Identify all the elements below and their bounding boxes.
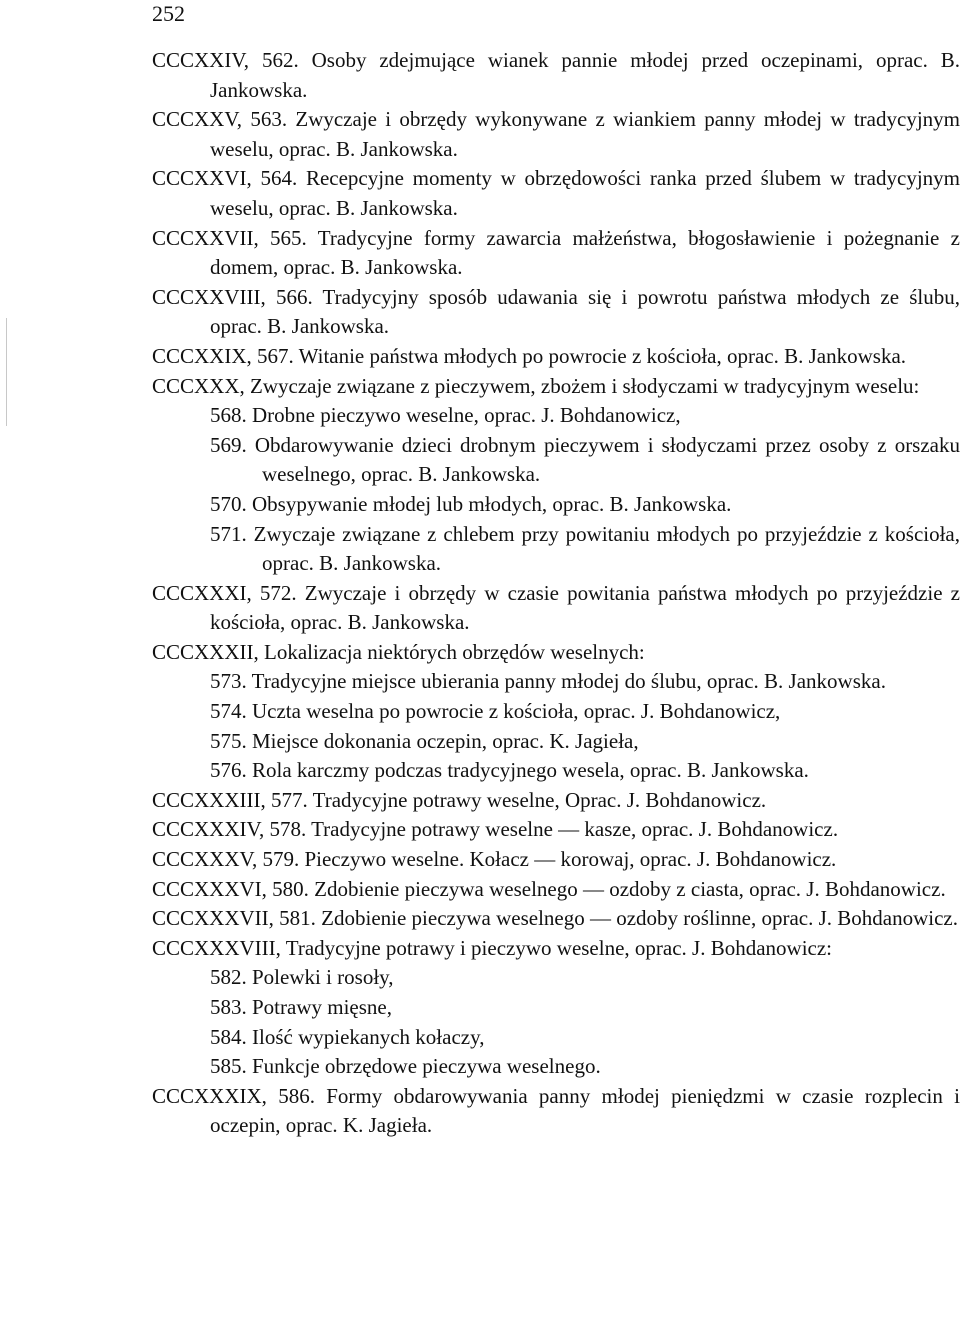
list-subentry: 570. Obsypywanie młodej lub młodych, oprac. B. Jankowska. [210,491,732,516]
list-entry: CCCXXVI, 564. Recepcyjne momenty w obrzędowości ranka przed ślubem w tradycyjnym weselu, oprac. B. Jankowska. [152,166,960,220]
list-entry: CCCXXIX, 567. Witanie państwa młodych po powrocie z kościoła, oprac. B. Jankowska. [152,343,907,368]
list-entry: CCCXXXV, 579. Pieczywo weselne. Kołacz — korowaj, oprac. J. Bohdanowicz. [152,847,837,872]
list-entry: CCCXXIV, 562. Osoby zdejmujące wianek pannie młodej przed oczepinami, oprac. B. Jankowska. [152,48,960,102]
list-subentry: 582. Polewki i rosoły, [210,965,394,990]
list-entry: CCCXXVII, 565. Tradycyjne formy zawarcia małżeństwa, błogosławienie i pożegnanie z domem, oprac. B. Jankowska. [152,225,960,280]
list-entry: CCCXXXIII, 577. Tradycyjne potrawy weselne, Oprac. J. Bohdanowicz. [152,787,767,812]
list-entry: CCCXXXIX, 586. Formy obdarowywania panny młodej pieniędzmi w czasie rozplecin i oczepin, oprac. K. Jagieła. [152,1083,960,1138]
list-entry: CCCXXXVIII, Tradycyjne potrawy i pieczywo weselne, oprac. J. Bohdanowicz: [152,935,833,960]
scan-margin-line [6,318,7,426]
list-subentry: 573. Tradycyjne miejsce ubierania panny młodej do ślubu, oprac. B. Jankowska. [210,669,886,694]
list-entry: CCCXXVIII, 566. Tradycyjny sposób udawania się i powrotu państwa młodych ze ślubu, oprac. B. Jankowska. [152,284,960,339]
list-entry: CCCXXV, 563. Zwyczaje i obrzędy wykonywane z wiankiem panny młodej w tradycyjnym weselu, oprac. B. Jankowska. [152,107,960,161]
list-subentry: 571. Zwyczaje związane z chlebem przy powitaniu młodych po przyjeździe z kościoła, oprac. B. Jankowska. [210,521,960,576]
index-list [152,46,960,1141]
list-entry: CCCXXXIV, 578. Tradycyjne potrawy weselne — kasze, oprac. J. Bohdanowicz. [152,817,839,842]
list-entry: CCCXXXVII, 581. Zdobienie pieczywa weselnego — ozdoby roślinne, oprac. J. Bohdanowicz. [152,906,958,931]
list-subentry: 575. Miejsce dokonania oczepin, oprac. K. Jagieła, [210,728,639,753]
list-entry: CCCXXX, Zwyczaje związane z pieczywem, zbożem i słodyczami w tradycyjnym weselu: [152,373,920,398]
list-entry: CCCXXXVI, 580. Zdobienie pieczywa weselnego — ozdoby z ciasta, oprac. J. Bohdanowicz. [152,876,946,901]
list-entry: CCCXXXII, Lokalizacja niektórych obrzędów weselnych: [152,639,645,664]
page-number: 252 [152,1,185,26]
list-entry: CCCXXXI, 572. Zwyczaje i obrzędy w czasie powitania państwa młodych po przyjeździe z kościoła, oprac. B. Jankowska. [152,580,960,635]
list-subentry: 568. Drobne pieczywo weselne, oprac. J. Bohdanowicz, [210,403,681,428]
list-subentry: 574. Uczta weselna po powrocie z kościoła, oprac. J. Bohdanowicz, [210,699,781,724]
list-subentry: 584. Ilość wypiekanych kołaczy, [210,1024,485,1049]
list-subentry: 569. Obdarowywanie dzieci drobnym pieczywem i słodyczami przez osoby z orszaku weselnego, oprac. B. Jankowska. [210,432,960,487]
list-subentry: 583. Potrawy mięsne, [210,995,392,1019]
list-subentry: 585. Funkcje obrzędowe pieczywa weselnego. [210,1054,601,1079]
list-subentry: 576. Rola karczmy podczas tradycyjnego wesela, oprac. B. Jankowska. [210,758,809,783]
